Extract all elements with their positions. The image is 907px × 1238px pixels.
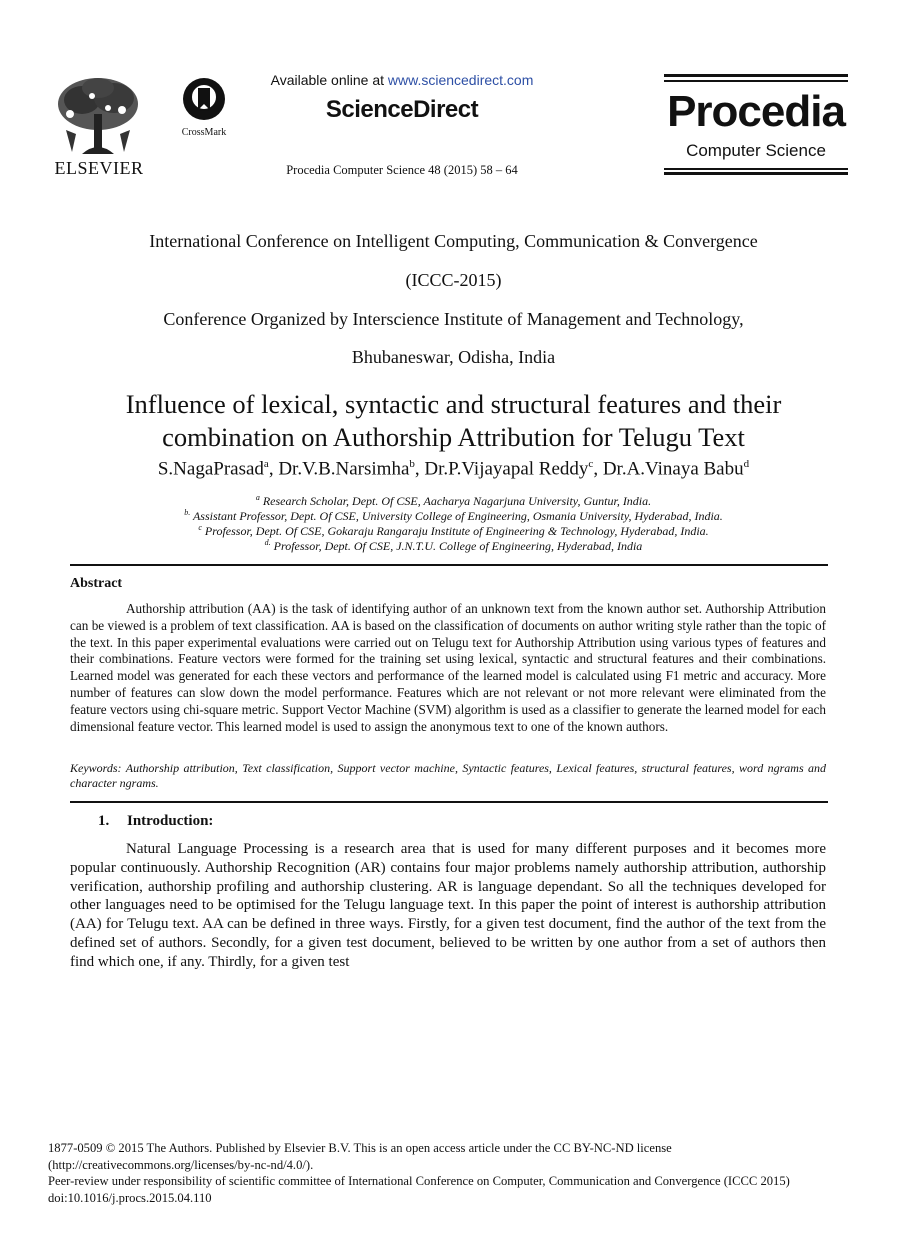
elsevier-tree-icon <box>52 74 144 156</box>
conference-organizer: Conference Organized by Interscience Institute of Management and Technology, <box>163 309 744 329</box>
author-separator: , <box>268 458 279 480</box>
author-sup: c <box>588 458 594 470</box>
footer-doi[interactable]: doi:10.1016/j.procs.2015.04.110 <box>48 1190 212 1205</box>
affiliation-sup: b. <box>184 508 191 517</box>
footer-copyright: 1877-0509 © 2015 The Authors. Published by Elsevier B.V. This is an open access article under the CC BY-NC-ND license <box>48 1141 672 1155</box>
author-name: S.NagaPrasad <box>157 458 264 480</box>
logo-rule-top <box>664 74 848 77</box>
footer <box>48 1140 848 1206</box>
keywords-label: Keywords: <box>70 761 122 775</box>
availability-line <box>220 72 584 88</box>
affiliation-sup: d. <box>264 538 271 547</box>
section-heading-introduction <box>98 813 213 830</box>
logo-rule-bottom <box>664 172 848 175</box>
conference-location: Bhubaneswar, Odisha, India <box>351 347 556 367</box>
section-title: Introduction: <box>127 813 214 829</box>
author-separator: , <box>414 458 425 480</box>
introduction-body: Natural Language Processing is a research area that is used for many different purposes and it becomes more popular continuously. Authorship Recognition (AR) contains four major problems namely authorship attribution, authorship verification, authorship profiling and authorship clustering. AR is language dependant. So all the techniques developed for other languages need to be optimised for the Telugu language text. In this paper the point of interest is authorship attribution (AA) for Telugu text. AA can be defined in three ways. Firstly, for a given test document, find the author of the text from the defined set of authors. Secondly, for a given test document, believed to be written by one author from a set of authors then find which one, if any. Thirdly, for a given test <box>70 841 826 970</box>
affiliation-text: Research Scholar, Dept. Of CSE, Aacharya Nagarjuna University, Guntur, India. <box>259 494 652 508</box>
author-separator: , <box>593 458 603 480</box>
author-sup: d <box>743 458 750 470</box>
footer-license-link[interactable]: (http://creativecommons.org/licenses/by-nc-nd/4.0/). <box>48 1157 314 1172</box>
affiliation-sup: c <box>198 523 202 532</box>
author-sup: b <box>409 458 415 470</box>
paper-title <box>60 388 847 454</box>
author-name: Dr.P.Vijayapal Reddy <box>424 458 589 480</box>
procedia-subtitle: Computer Science <box>686 141 826 160</box>
divider-top <box>70 564 828 566</box>
affiliation-text: Professor, Dept. Of CSE, J.N.T.U. College of Engineering, Hyderabad, India <box>270 539 643 553</box>
abstract-heading: Abstract <box>70 576 123 591</box>
sciencedirect-brand: ScienceDirect <box>325 96 479 123</box>
elsevier-wordmark: ELSEVIER <box>54 158 144 178</box>
footer-peer-review: Peer-review under responsibility of scientific committee of International Conference on Computer, Communication and Convergence (ICCC 2015) <box>48 1174 790 1188</box>
affiliation-a <box>40 493 867 509</box>
author-name: Dr.V.B.Narsimha <box>278 458 410 480</box>
section-number: 1. <box>98 813 110 829</box>
procedia-title: Procedia <box>667 87 845 136</box>
divider-bottom <box>70 801 828 803</box>
crossmark-label: CrossMark <box>181 127 227 138</box>
affiliation-b <box>40 508 867 524</box>
journal-citation: Procedia Computer Science 48 (2015) 58 – 64 <box>286 163 518 177</box>
conference-acronym: (ICCC-2015) <box>405 270 502 290</box>
affiliation-d <box>40 538 867 554</box>
author-sup: a <box>263 458 269 470</box>
logo-rule-top-thin <box>664 80 848 82</box>
affiliation-c <box>40 523 867 539</box>
logo-rule-bottom-thin <box>664 168 848 170</box>
procedia-logo <box>664 74 848 176</box>
sciencedirect-link[interactable]: www.sciencedirect.com <box>387 72 534 88</box>
title-line-2: combination on Authorship Attribution for Telugu Text <box>162 422 745 452</box>
title-line-1: Influence of lexical, syntactic and structural features and their <box>125 389 782 419</box>
author-name: Dr.A.Vinaya Babu <box>602 458 744 480</box>
affiliation-text: Assistant Professor, Dept. Of CSE, University College of Engineering, Osmania University, Hyderabad, India. <box>190 509 723 523</box>
available-prefix: Available online at <box>270 72 388 88</box>
keywords <box>70 761 826 791</box>
affiliation-sup: a <box>255 493 260 502</box>
keywords-list: Authorship attribution, Text classification, Support vector machine, Syntactic features, Lexical features, structural features, word ngrams and character ngrams. <box>70 761 826 790</box>
elsevier-logo <box>52 74 146 182</box>
conference-name: International Conference on Intelligent Computing, Communication & Convergence <box>149 231 758 251</box>
author-list <box>40 458 867 480</box>
abstract-body: Authorship attribution (AA) is the task of identifying author of an unknown text from the known author set. Authorship Attribution can be viewed is a problem of text classification. AA is based on the classification of documents on author writing style rather than the topic of the text. In this paper experimental evaluations were carried out on Telugu text for Authorship Attribution using various types of features and their combinations. Feature vectors were formed for the training set using lexical, syntactic and structural features and their combinations. Learned model was generated for each these vectors and performance of the learned model is calculated using F1 metric and accuracy. More number of features can slow down the model performance. Features which are not relevant or not more relevant were eliminated from the feature vectors using chi-square metric. Support Vector Machine (SVM) algorithm is used as a classifier to generate the learned model for each dimensional feature vector. This learned model is used to assign the anonymous text to one of the known authors. <box>70 601 826 734</box>
affiliation-text: Professor, Dept. Of CSE, Gokaraju Rangaraju Institute of Engineering & Technology, Hyderabad, India. <box>201 524 709 538</box>
